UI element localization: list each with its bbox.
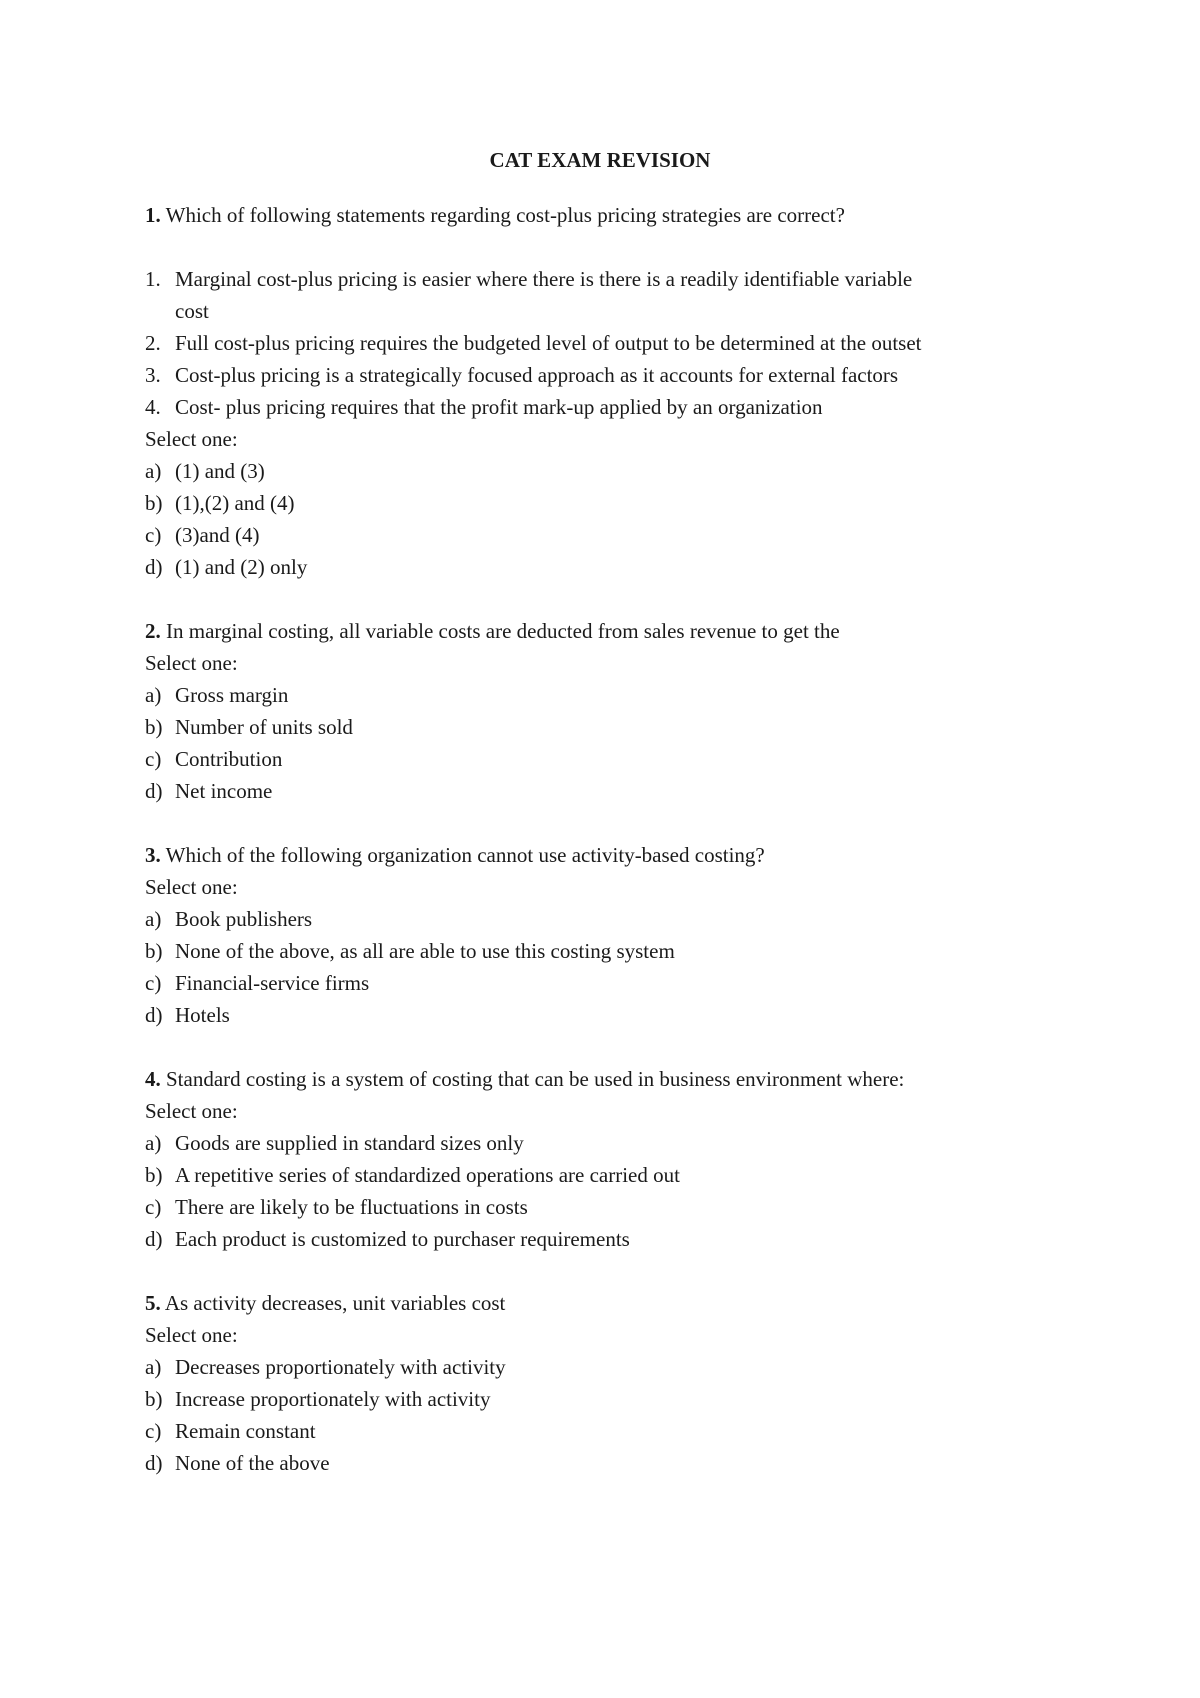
option-b: [145, 1387, 490, 1411]
option-label: a): [145, 907, 162, 931]
option-text: None of the above: [175, 1451, 330, 1475]
statement-label: 2.: [145, 331, 161, 355]
option-label: c): [145, 1419, 162, 1443]
option-text: Net income: [175, 779, 273, 803]
option-label: d): [145, 1227, 163, 1251]
option-text: Number of units sold: [175, 715, 353, 739]
select-one-label: Select one:: [145, 1099, 238, 1123]
option-d: [145, 1451, 330, 1475]
option-text: (1) and (2) only: [175, 555, 308, 579]
option-label: c): [145, 971, 162, 995]
statement-label: 1.: [145, 267, 161, 291]
option-label: d): [145, 1451, 163, 1475]
statement-label: 3.: [145, 363, 161, 387]
option-c: [145, 523, 260, 547]
question-text: Standard costing is a system of costing that can be used in business environment where:: [166, 1067, 905, 1091]
question-number: 1.: [145, 203, 161, 227]
option-a: [145, 459, 265, 483]
option-text: Each product is customized to purchaser requirements: [175, 1227, 630, 1251]
question-1: [145, 203, 845, 227]
option-text: There are likely to be fluctuations in costs: [175, 1195, 528, 1219]
statement-text: Cost- plus pricing requires that the profit mark-up applied by an organization: [175, 395, 823, 419]
question-3: [145, 843, 765, 867]
statement-1-continuation: cost: [175, 299, 209, 323]
statement-text: Cost-plus pricing is a strategically focused approach as it accounts for external factors: [175, 363, 899, 387]
option-b: [145, 491, 295, 515]
select-one-label: Select one:: [145, 651, 238, 675]
question-text: In marginal costing, all variable costs are deducted from sales revenue to get the: [166, 619, 840, 643]
question-text: As activity decreases, unit variables cost: [164, 1291, 506, 1315]
option-b: [145, 715, 353, 739]
question-2: [145, 619, 840, 643]
page-title: CAT EXAM REVISION: [489, 148, 711, 172]
option-text: Gross margin: [175, 683, 289, 707]
option-c: [145, 1419, 316, 1443]
option-text: (3)and (4): [175, 523, 260, 547]
option-text: (1) and (3): [175, 459, 265, 483]
option-label: c): [145, 1195, 162, 1219]
option-label: a): [145, 683, 162, 707]
option-a: [145, 1355, 506, 1379]
question-4: [145, 1067, 904, 1091]
statement-1: [145, 267, 912, 291]
option-text: Remain constant: [175, 1419, 316, 1443]
option-d: [145, 1003, 230, 1027]
question-number: 3.: [145, 843, 161, 867]
option-c: [145, 971, 369, 995]
option-label: b): [145, 715, 163, 739]
option-label: b): [145, 1387, 163, 1411]
statement-text: Full cost-plus pricing requires the budgeted level of output to be determined at the outset: [175, 331, 922, 355]
option-text: A repetitive series of standardized operations are carried out: [175, 1163, 680, 1187]
option-b: [145, 939, 675, 963]
select-one-label: Select one:: [145, 1323, 238, 1347]
option-text: Financial-service firms: [175, 971, 370, 995]
option-b: [145, 1163, 680, 1187]
option-text: (1),(2) and (4): [175, 491, 295, 515]
question-text: Which of following statements regarding cost-plus pricing strategies are correct?: [165, 203, 845, 227]
option-c: [145, 1195, 528, 1219]
option-label: b): [145, 1163, 163, 1187]
option-label: c): [145, 523, 162, 547]
question-number: 4.: [145, 1067, 161, 1091]
option-label: d): [145, 1003, 163, 1027]
question-5: [145, 1291, 505, 1315]
option-text: Decreases proportionately with activity: [175, 1355, 506, 1379]
statement-3: [145, 363, 898, 387]
question-number: 5.: [145, 1291, 161, 1315]
option-d: [145, 1227, 630, 1251]
option-a: [145, 683, 288, 707]
option-label: b): [145, 491, 163, 515]
option-a: [145, 907, 312, 931]
option-text: Contribution: [175, 747, 283, 771]
option-label: d): [145, 555, 163, 579]
question-number: 2.: [145, 619, 161, 643]
option-text: Hotels: [175, 1003, 230, 1027]
select-one-label: Select one:: [145, 875, 238, 899]
option-text: Increase proportionately with activity: [175, 1387, 491, 1411]
option-label: c): [145, 747, 162, 771]
option-label: a): [145, 459, 162, 483]
option-c: [145, 747, 282, 771]
option-label: d): [145, 779, 163, 803]
option-label: a): [145, 1355, 162, 1379]
option-d: [145, 555, 307, 579]
statement-4: [145, 395, 823, 419]
option-text: Book publishers: [175, 907, 313, 931]
select-one-label: Select one:: [145, 427, 238, 451]
option-label: a): [145, 1131, 162, 1155]
option-label: b): [145, 939, 163, 963]
option-text: Goods are supplied in standard sizes only: [175, 1131, 524, 1155]
statement-text: Marginal cost-plus pricing is easier where there is there is a readily identifiable variable: [175, 267, 913, 291]
statement-label: 4.: [145, 395, 161, 419]
option-d: [145, 779, 272, 803]
statement-2: [145, 331, 921, 355]
question-text: Which of the following organization cannot use activity-based costing?: [165, 843, 765, 867]
option-text: None of the above, as all are able to use this costing system: [175, 939, 675, 963]
option-a: [145, 1131, 524, 1155]
